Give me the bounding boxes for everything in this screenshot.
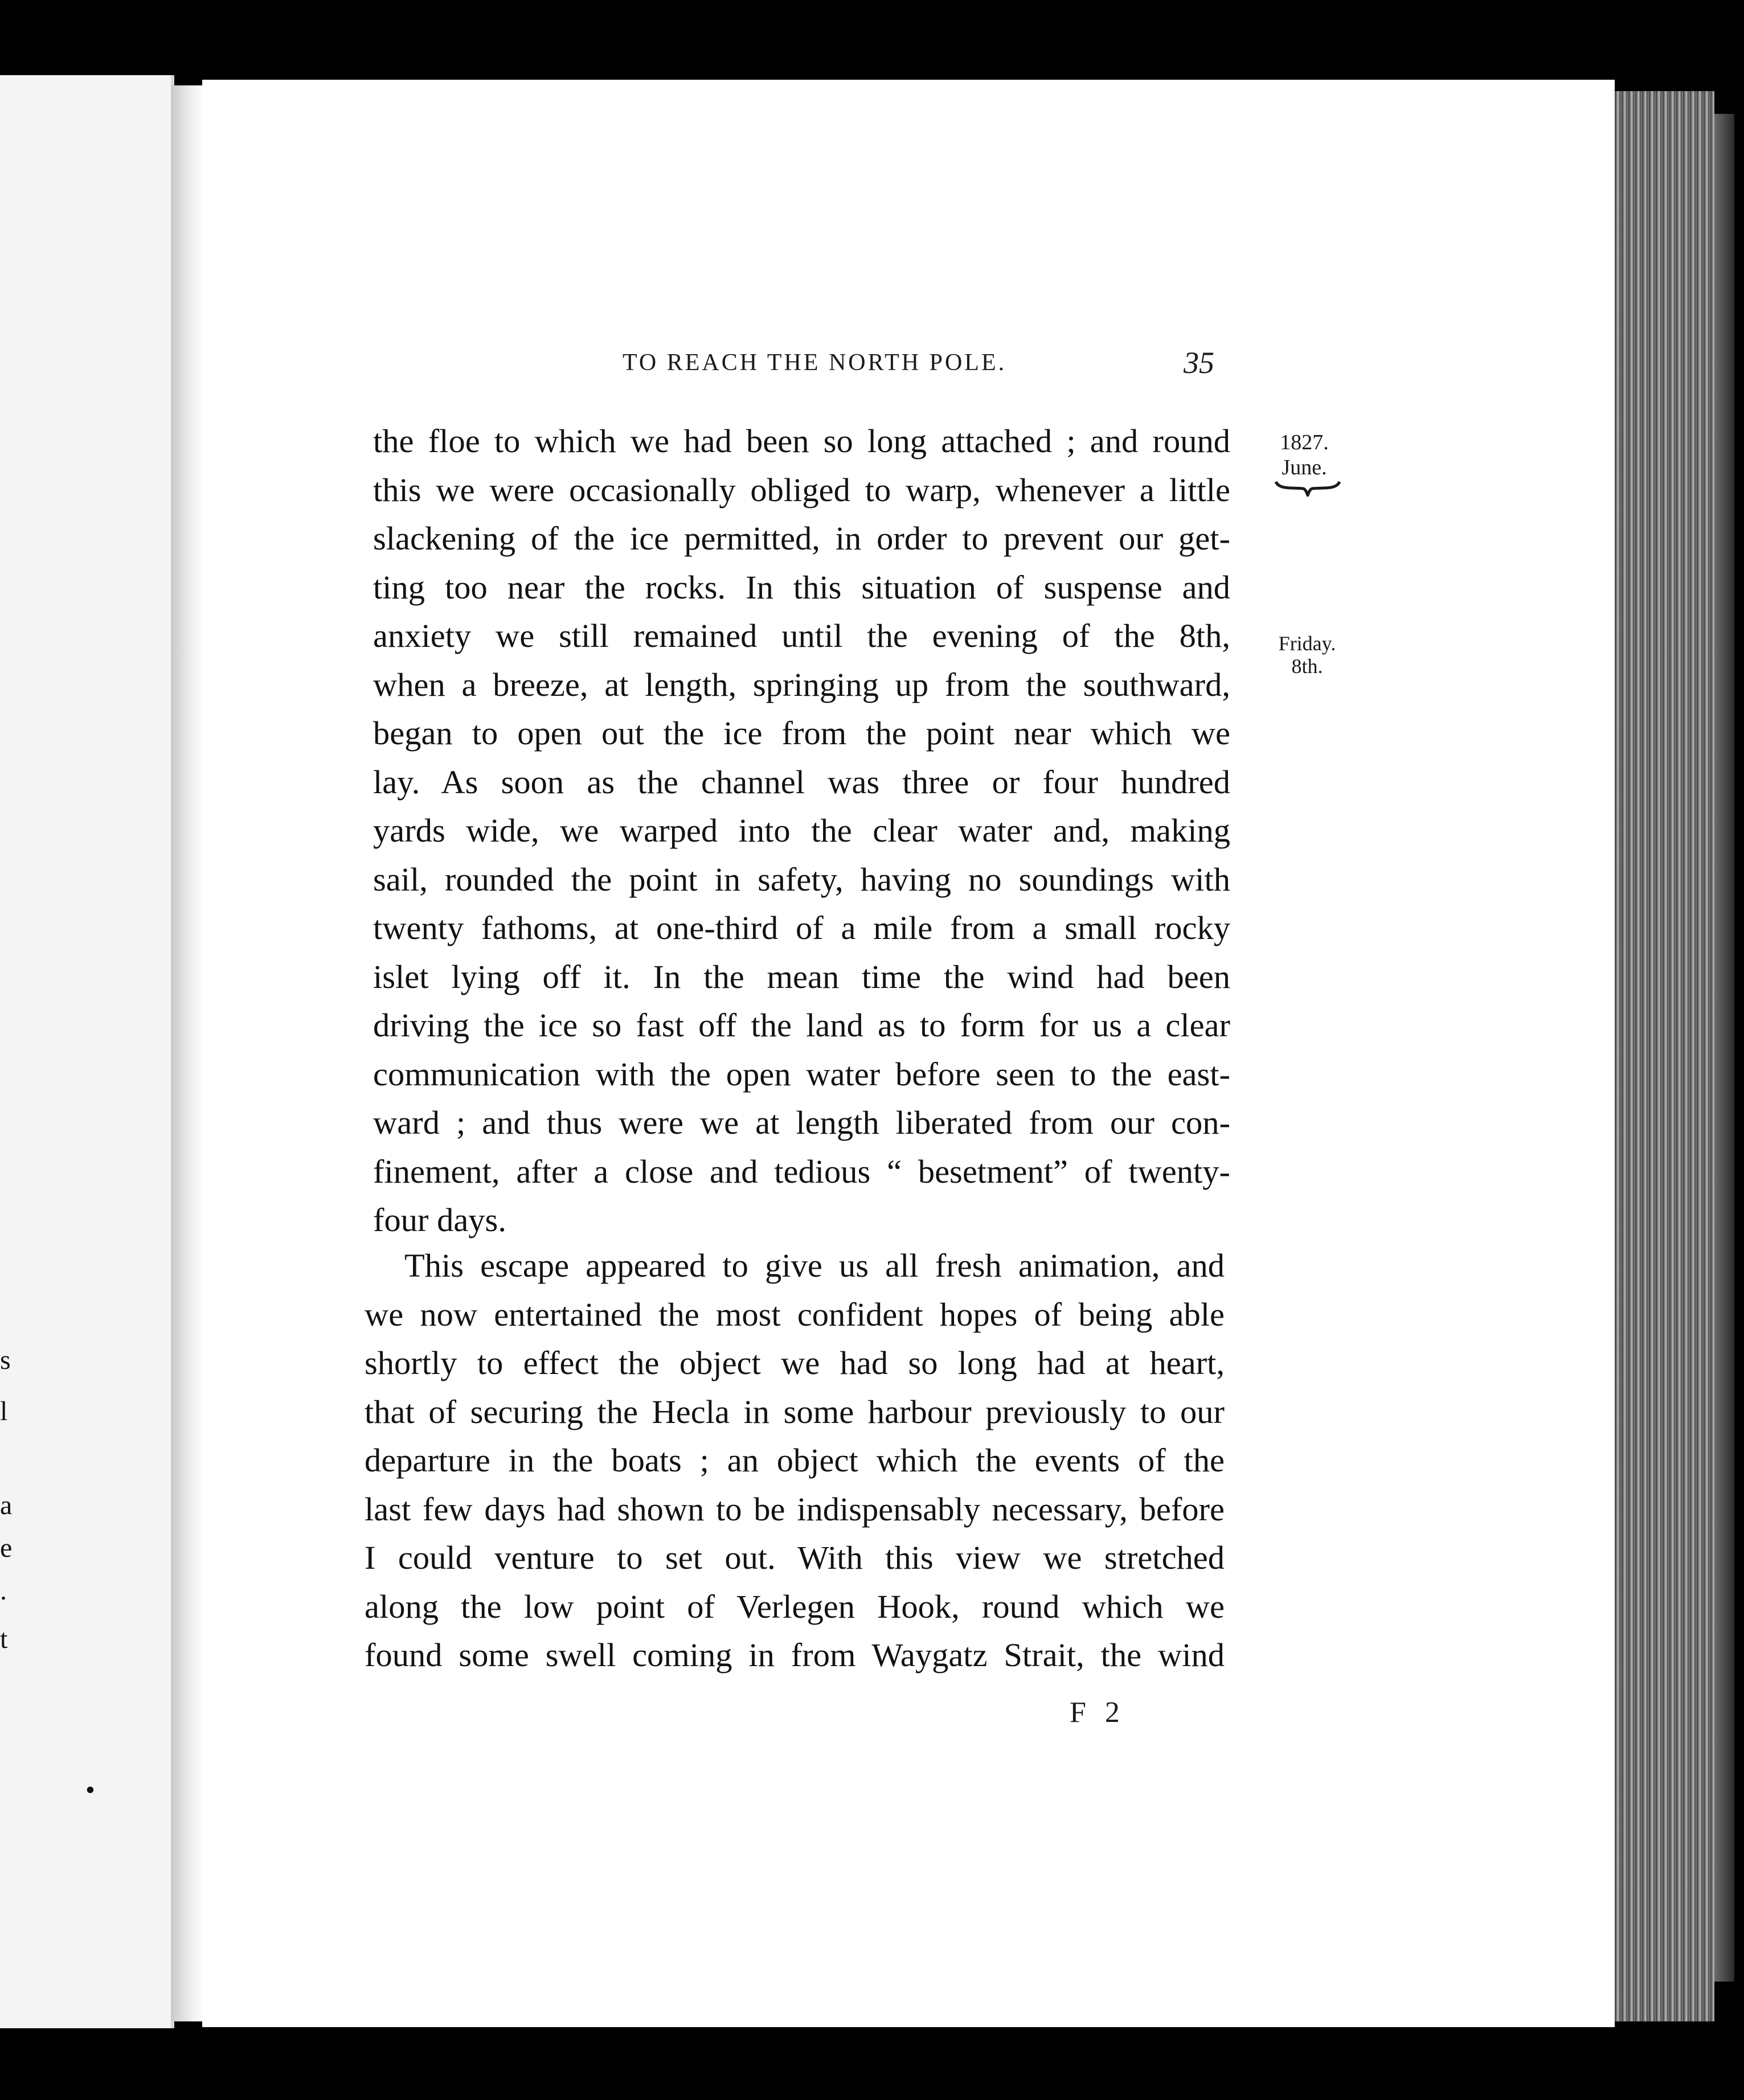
text-line: sail, rounded the point in safety, having no soundings with bbox=[373, 860, 1230, 898]
book-gutter bbox=[171, 85, 205, 2021]
text-line: islet lying off it. In the mean time the wind had been bbox=[373, 958, 1230, 995]
facing-page-left bbox=[0, 75, 174, 2028]
text-line: ting too near the rocks. In this situation of suspense and bbox=[373, 568, 1230, 606]
text-line: when a breeze, at length, springing up from the southward, bbox=[373, 666, 1230, 703]
text-line: yards wide, we warped into the clear water and, making bbox=[373, 812, 1230, 849]
text-line: ward ; and thus were we at length liberated from our con- bbox=[373, 1104, 1230, 1141]
text-line: shortly to effect the object we had so long had at heart, bbox=[365, 1344, 1225, 1381]
left-fragment: a bbox=[0, 1490, 13, 1520]
text-line: communication with the open water before seen to the east- bbox=[373, 1055, 1230, 1093]
running-head: TO REACH THE NORTH POLE. bbox=[623, 350, 1007, 376]
text-line: slackening of the ice permitted, in order to prevent our get- bbox=[373, 520, 1230, 557]
left-fragment: t bbox=[0, 1624, 8, 1654]
text-line: lay. As soon as the channel was three or four hundred bbox=[373, 763, 1230, 801]
left-fragment: e bbox=[0, 1533, 13, 1563]
margin-note-day-name: Friday. bbox=[1278, 632, 1336, 655]
brace-icon bbox=[1275, 479, 1341, 497]
paragraph-2 bbox=[365, 1241, 1225, 1680]
text-line: began to open out the ice from the point near which we bbox=[373, 715, 1230, 752]
left-fragment: • bbox=[85, 1775, 95, 1805]
signature-mark: F 2 bbox=[1070, 1696, 1125, 1729]
text-line: anxiety we still remained until the evening of the 8th, bbox=[373, 617, 1230, 654]
text-line: driving the ice so fast off the land as to form for us a clear bbox=[373, 1007, 1230, 1044]
text-line: four days. bbox=[373, 1201, 506, 1238]
left-fragment: l bbox=[0, 1396, 8, 1426]
text-line: departure in the boats ; an object which the events of the bbox=[365, 1442, 1225, 1479]
book-cover-edge bbox=[1714, 114, 1734, 1982]
paragraph-1 bbox=[373, 417, 1230, 1245]
text-line: I could venture to set out. With this view we stretched bbox=[365, 1539, 1225, 1576]
left-fragment: s bbox=[0, 1345, 11, 1375]
margin-note-day-number: 8th. bbox=[1291, 655, 1323, 678]
text-line: we now entertained the most confident hopes of being able bbox=[365, 1295, 1225, 1333]
text-line: found some swell coming in from Waygatz Strait, the wind bbox=[365, 1636, 1225, 1674]
text-line: that of securing the Hecla in some harbour previously to our bbox=[365, 1393, 1225, 1430]
text-line: This escape appeared to give us all fresh animation, and bbox=[404, 1247, 1225, 1284]
left-fragment: . bbox=[0, 1576, 7, 1606]
text-line: finement, after a close and tedious “ besetment” of twenty- bbox=[373, 1152, 1230, 1190]
text-line: twenty fathoms, at one-third of a mile from a small rocky bbox=[373, 909, 1230, 946]
text-line: the floe to which we had been so long attached ; and round bbox=[373, 423, 1230, 460]
text-line: along the low point of Verlegen Hook, round which we bbox=[365, 1588, 1225, 1625]
margin-note-year: 1827. bbox=[1280, 430, 1329, 454]
margin-note-date bbox=[1270, 430, 1338, 480]
margin-note-day bbox=[1264, 632, 1350, 678]
margin-note-month: June. bbox=[1282, 456, 1327, 479]
text-line: this we were occasionally obliged to warp, whenever a little bbox=[373, 471, 1230, 508]
page-number: 35 bbox=[1184, 346, 1214, 380]
text-line: last few days had shown to be indispensably necessary, before bbox=[365, 1490, 1225, 1528]
page-block-edge bbox=[1615, 91, 1714, 2021]
